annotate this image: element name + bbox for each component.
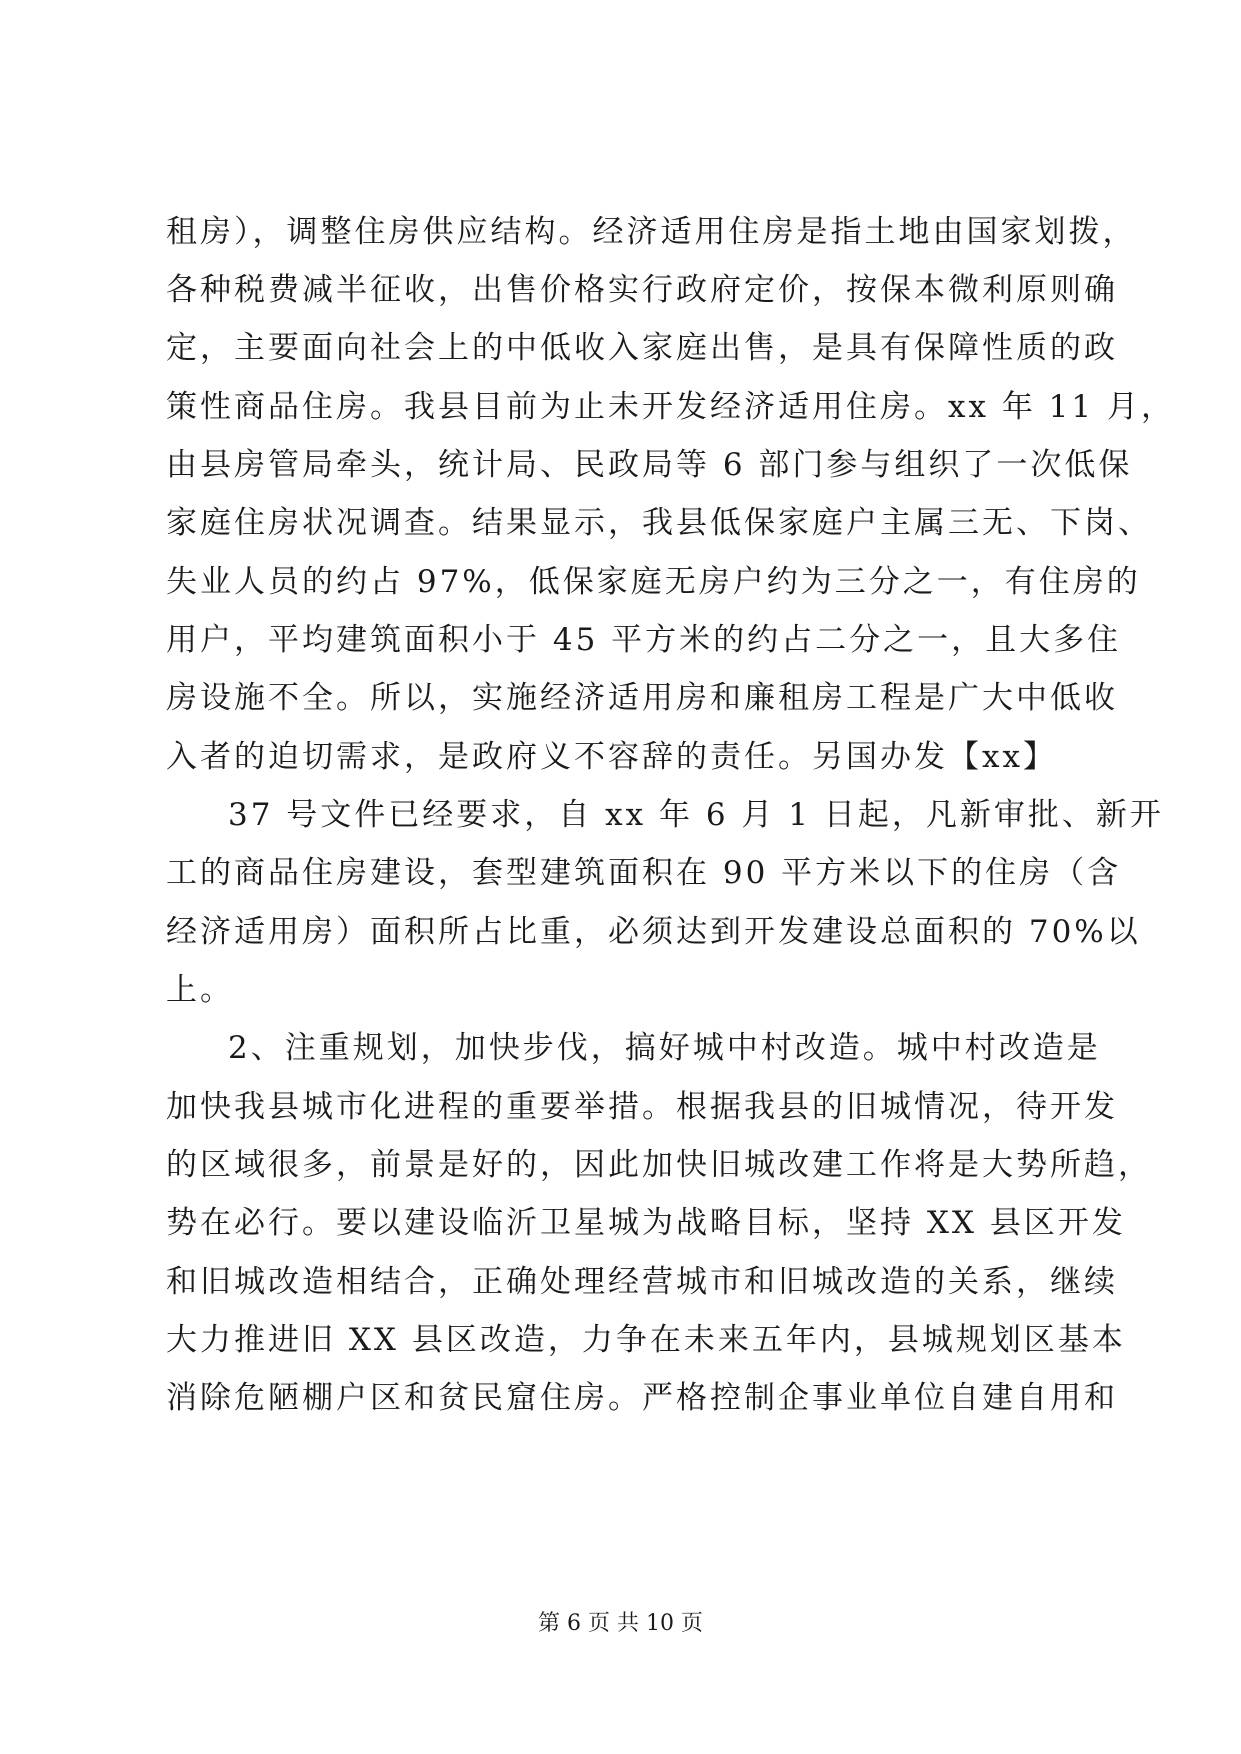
text-line: 定，主要面向社会上的中低收入家庭出售，是具有保障性质的政	[166, 330, 1118, 366]
text-line: 策性商品住房。我县目前为止未开发经济适用住房。xx 年 11 月，	[166, 389, 1175, 425]
text-line: 上。	[166, 972, 234, 1008]
text-line: 由县房管局牵头，统计局、民政局等 6 部门参与组织了一次低保	[166, 447, 1133, 483]
text-line: 用户，平均建筑面积小于 45 平方米的约占二分之一，且大多住	[166, 622, 1122, 658]
text-line: 2、注重规划，加快步伐，搞好城中村改造。城中村改造是	[228, 1030, 1101, 1066]
text-line: 大力推进旧 XX 县区改造，力争在未来五年内，县城规划区基本	[166, 1322, 1126, 1358]
text-line: 和旧城改造相结合，正确处理经营城市和旧城改造的关系，继续	[166, 1264, 1118, 1300]
text-line: 消除危陋棚户区和贫民窟住房。严格控制企事业单位自建自用和	[166, 1380, 1118, 1416]
text-line: 家庭住房状况调查。结果显示，我县低保家庭户主属三无、下岗、	[166, 505, 1152, 541]
page-number-footer: 第 6 页 共 10 页	[538, 1611, 703, 1636]
text-line: 的区域很多，前景是好的，因此加快旧城改建工作将是大势所趋，	[166, 1147, 1152, 1183]
text-line: 工的商品住房建设，套型建筑面积在 90 平方米以下的住房（含	[166, 855, 1122, 891]
text-line: 势在必行。要以建设临沂卫星城为战略目标，坚持 XX 县区开发	[166, 1205, 1126, 1241]
text-line: 入者的迫切需求，是政府义不容辞的责任。另国办发【xx】	[166, 739, 1057, 775]
text-line: 租房），调整住房供应结构。经济适用住房是指土地由国家划拨，	[166, 214, 1137, 250]
text-line: 失业人员的约占 97%，低保家庭无房户约为三分之一，有住房的	[166, 564, 1141, 600]
text-line: 各种税费减半征收，出售价格实行政府定价，按保本微利原则确	[166, 272, 1118, 308]
text-line: 37 号文件已经要求，自 xx 年 6 月 1 日起，凡新审批、新开	[228, 797, 1164, 833]
text-line: 房设施不全。所以，实施经济适用房和廉租房工程是广大中低收	[166, 680, 1118, 716]
text-line: 加快我县城市化进程的重要举措。根据我县的旧城情况，待开发	[166, 1089, 1118, 1125]
text-line: 经济适用房）面积所占比重，必须达到开发建设总面积的 70%以	[166, 914, 1141, 950]
